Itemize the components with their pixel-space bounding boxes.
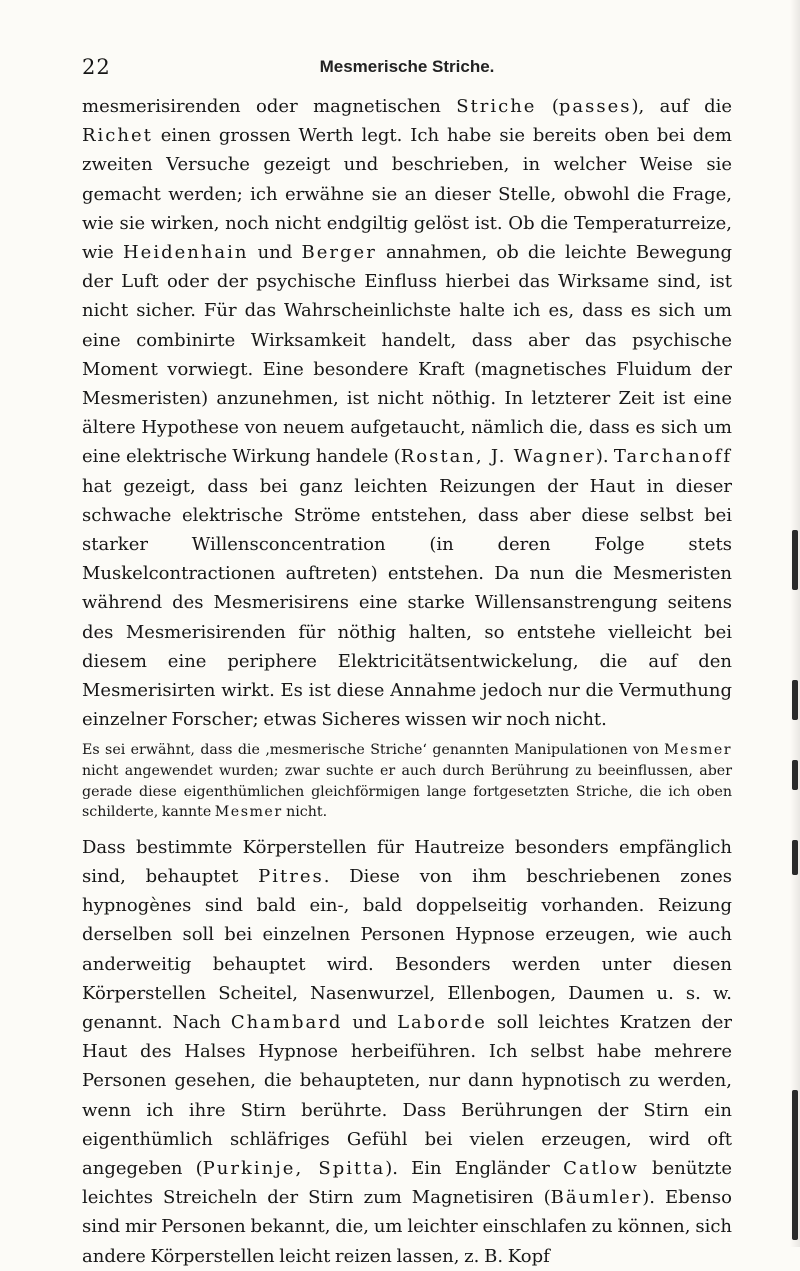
footnote-paragraph: Es sei erwähnt, dass die ‚mesmerische Striche‘ genannten Manipulationen von Mesmer nicht angewendet wurden; zwar suchte er auch durch Berührung zu beeinflussen, aber gerade diese eigenthümlichen gleichförmigen lange fortgesetzten Striche, die ich oben schilderte, kannte Mesmer nicht. (82, 742, 732, 821)
author-richet: Richet (82, 125, 153, 147)
running-title: Mesmerische Striche. (319, 57, 495, 76)
page-edge-mark (792, 840, 798, 875)
page-edge-shadow (790, 0, 800, 1247)
term-passes: passes (558, 96, 632, 117)
author-mesmer: Mesmer (664, 742, 732, 759)
author-baeumler: Bäumler (550, 1187, 643, 1209)
author-mesmer: Mesmer (214, 804, 283, 821)
paragraph-2: Dass bestimmte Körperstellen für Hautreize besonders empfänglich sind, behauptet Pitres. Diese von ihm beschriebenen zones hypnogènes sind bald ein-, bald doppelseitig vorhanden. Reizung derselben soll bei einzelnen Personen Hypnose erzeugen, wie auch anderweitig behauptet wird. Besonders werden unter diesen Körperstellen Scheitel, Nasenwurzel, Ellenbogen, Daumen u. s. w. genannt. Nach Chambard und Laborde soll leichtes Kratzen der Haut des Halses Hypnose herbeiführen. Ich selbst habe mehrere Personen gesehen, die behaupteten, nur dann hypnotisch zu werden, wenn ich ihre Stirn berührte. Dass Berührungen der Stirn ein eigenthümlich schläfriges Gefühl bei vielen erzeugen, wird oft angegeben (Purkinje, Spitta). Ein Engländer Catlow benützte leichtes Streicheln der Stirn zum Magnetisiren (Bäumler). Ebenso sind mir Personen bekannt, die, um leichter einschlafen zu können, sich andere Körperstellen leicht reizen lassen, z. B. Kopf (82, 836, 733, 1267)
author-laborde: Laborde (397, 1012, 487, 1034)
page-edge-mark (792, 760, 798, 790)
author-chambard: Chambard (230, 1012, 343, 1034)
author-rostan-wagner: Rostan, J. Wagner (400, 446, 596, 468)
page-edge-mark (792, 1090, 798, 1240)
body-text (82, 92, 732, 1271)
page-edge-mark (792, 530, 798, 590)
author-berger: Berger (301, 242, 377, 264)
author-purkinje-spitta: Purkinje, Spitta (202, 1158, 386, 1180)
author-catlow: Catlow (563, 1158, 639, 1180)
author-tarchanoff: Tarchanoff (613, 446, 732, 468)
page-header (82, 55, 732, 81)
author-heidenhain: Heidenhain (122, 242, 249, 264)
term-striche: Striche (456, 96, 537, 117)
page-number: 22 (82, 55, 111, 79)
paragraph-1: mesmerisirenden oder magnetischen Striche (passes), auf die Richet einen grossen Werth legt. Ich habe sie bereits oben bei dem zweiten Versuche gezeigt und beschrieben, in welcher Weise sie gemacht werden; ich erwähne sie an dieser Stelle, obwohl die Frage, wie sie wirken, noch nicht endgiltig gelöst ist. Ob die Temperaturreize, wie Heidenhain und Berger annahmen, ob die leichte Bewegung der Luft oder der psychische Einfluss hierbei das Wirksame sind, ist nicht sicher. Für das Wahrscheinlichste halte ich es, dass es sich um eine combinirte Wirksamkeit handelt, dass aber das psychische Moment vorwiegt. Eine besondere Kraft (magnetisches Fluidum der Mesmeristen) anzunehmen, ist nicht nöthig. In letzterer Zeit ist eine ältere Hypothese von neuem aufgetaucht, nämlich die, dass es sich um eine elektrische Wirkung handele (Rostan, J. Wagner). Tarchanoff hat gezeigt, dass bei ganz leichten Reizungen der Haut in dieser schwache elektrische Ströme entstehen, dass aber diese selbst bei starker Willensconcentration (in deren Folge stets Muskelcontractionen auftreten) entstehen. Da nun die Mesmeristen während des Mesmerisirens eine starke Willensanstrengung seitens des Mesmerisirenden für nöthig halten, so entstehe vielleicht bei diesem eine periphere Elektricitätsentwickelung, die auf den Mesmerisirten wirkt. Es ist diese Annahme jedoch nur die Vermuthung einzelner Forscher; etwas Sicheres wissen wir noch nicht. (82, 96, 733, 731)
page-edge-mark (792, 680, 798, 720)
author-pitres: Pitres (258, 866, 324, 888)
